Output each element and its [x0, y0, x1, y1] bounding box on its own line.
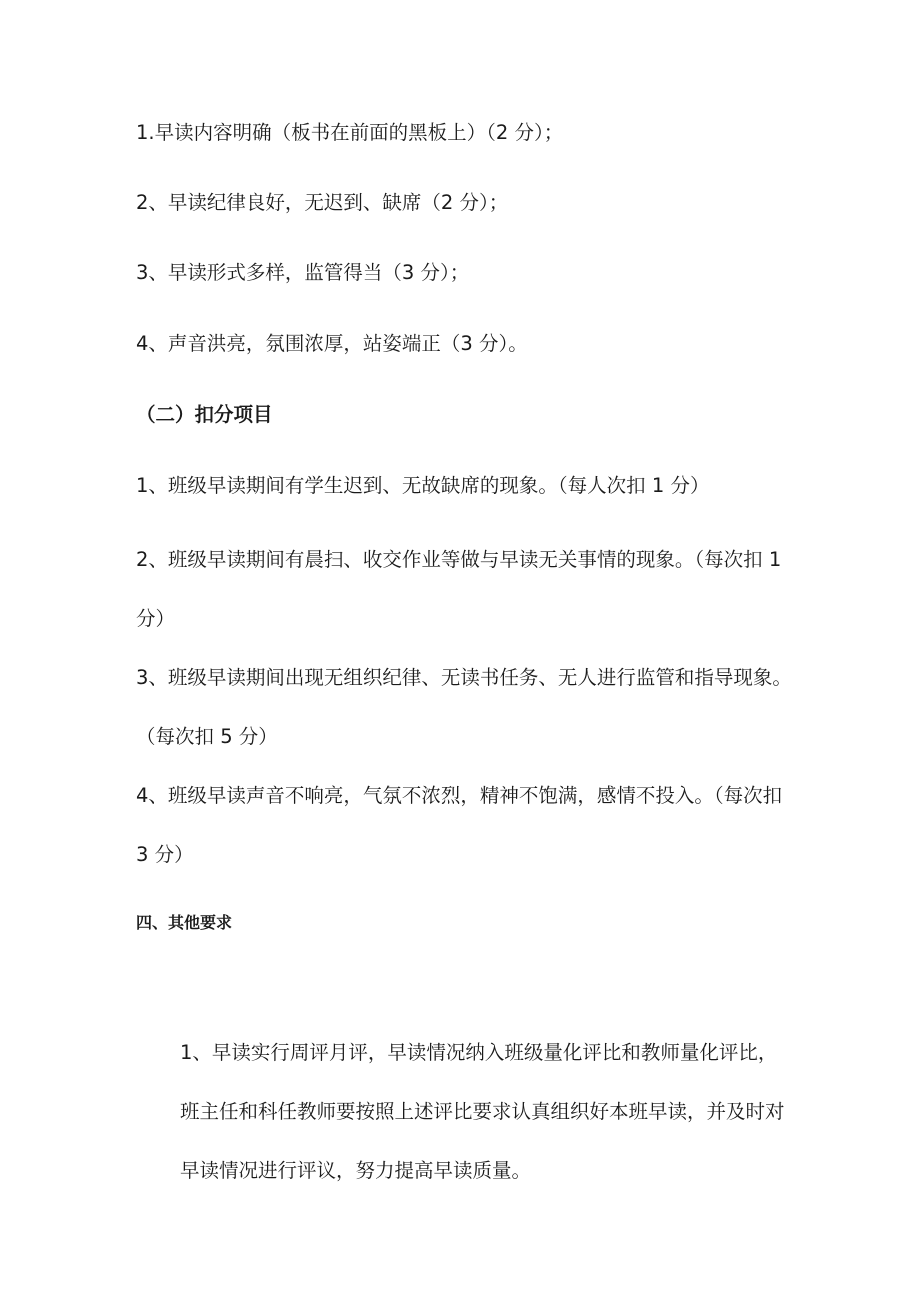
- deduction-item-4: 4、班级早读声音不响亮，气氛不浓烈，精神不饱满，感情不投入。（每次扣 3 分）: [136, 784, 783, 866]
- criteria-item-1: 1.早读内容明确（板书在前面的黑板上）（2 分）；: [136, 121, 564, 144]
- deduction-item-1: 1、班级早读期间有学生迟到、无故缺席的现象。（每人次扣 1 分）: [136, 474, 710, 497]
- criteria-item-2: 2、早读纪律良好，无迟到、缺席（2 分）；: [136, 191, 509, 214]
- other-requirements-heading: 四、其他要求: [136, 913, 233, 932]
- deduction-item-2: 2、班级早读期间有晨扫、收交作业等做与早读无关事情的现象。（每次扣 1 分）: [136, 548, 782, 630]
- deduction-item-3: 3、班级早读期间出现无组织纪律、无读书任务、无人进行监管和指导现象。（每次扣 5 分）: [136, 666, 792, 748]
- other-requirements-paragraph-1: 1、早读实行周评月评，早读情况纳入班级量化评比和教师量化评比，班主任和科任教师要按照上述评比要求认真组织好本班早读，并及时对早读情况进行评议，努力提高早读质量。: [180, 1041, 785, 1182]
- criteria-item-4: 4、声音洪亮，氛围浓厚，站姿端正（3 分）。: [136, 332, 528, 355]
- deduction-heading: （二）扣分项目: [136, 403, 273, 426]
- criteria-item-3: 3、早读形式多样，监管得当（3 分）；: [136, 261, 470, 284]
